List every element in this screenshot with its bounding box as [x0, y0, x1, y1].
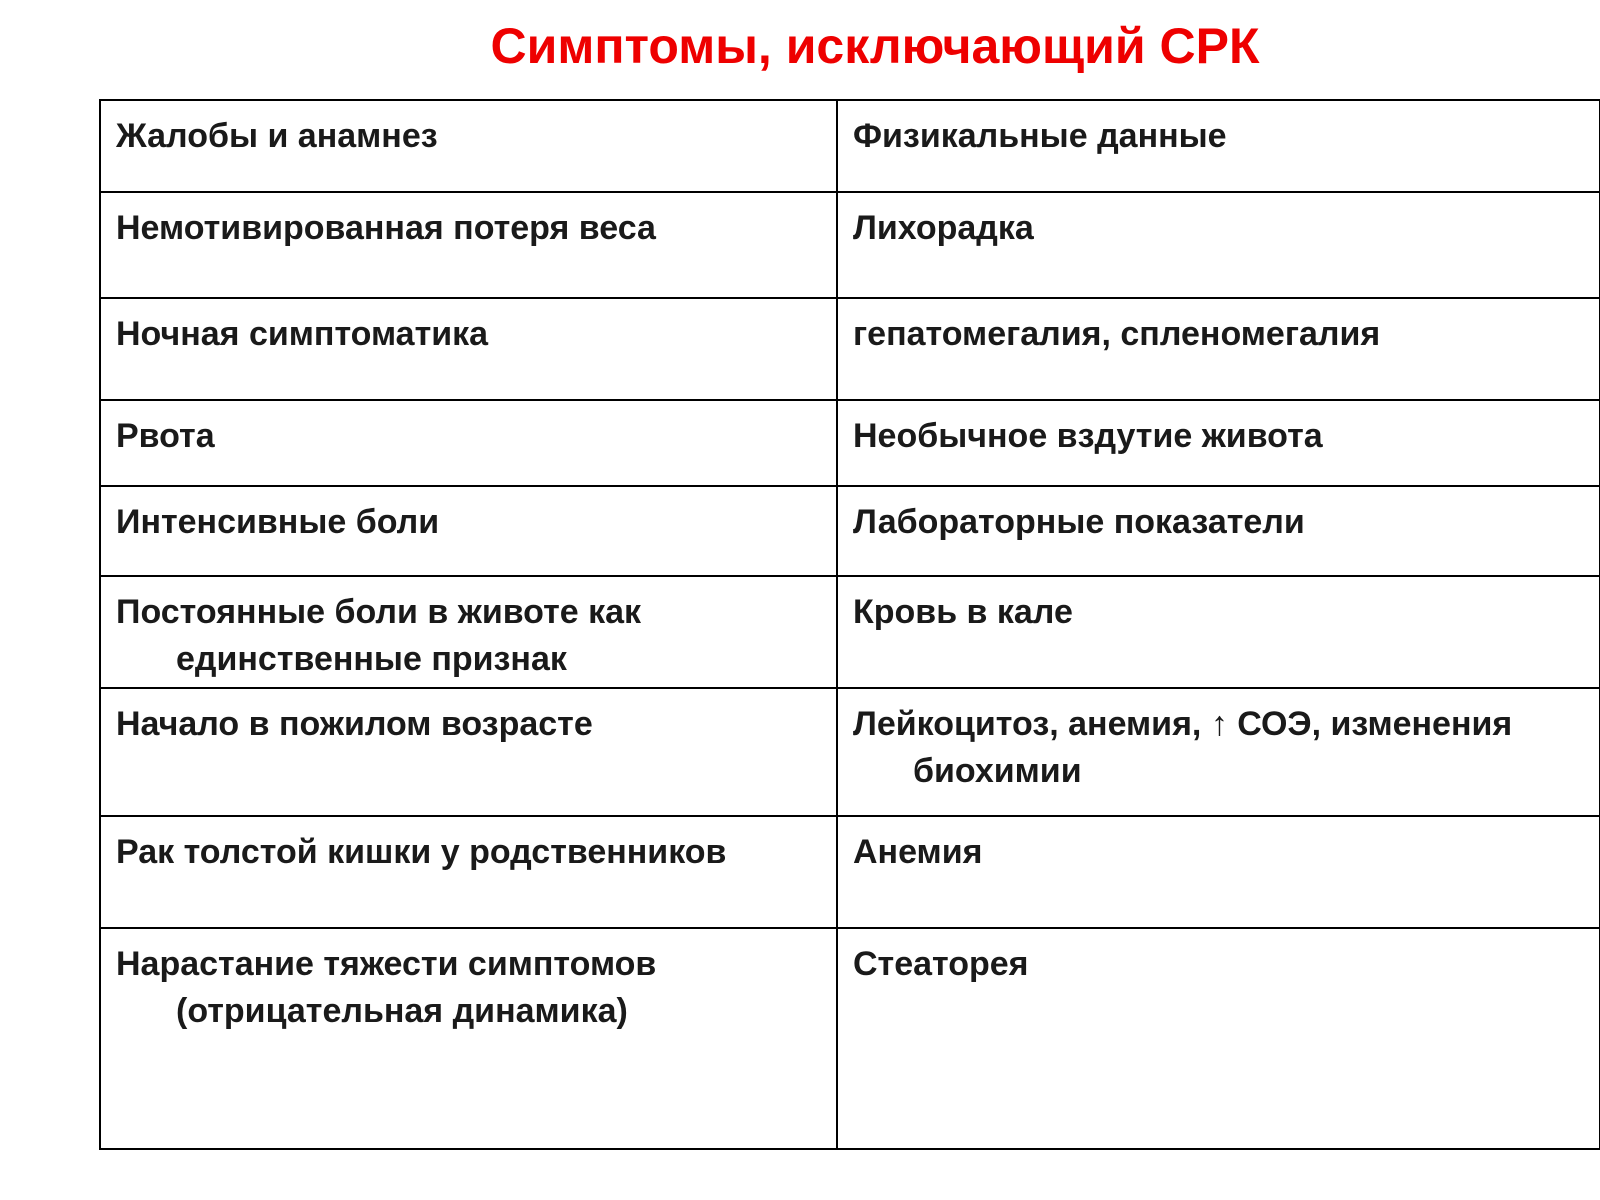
- cell-text: Рвота: [116, 417, 215, 455]
- cell-text: Лейкоцитоз, анемия, ↑ СОЭ, изменения биохимии: [853, 705, 1513, 790]
- cell-text: Стеаторея: [853, 945, 1029, 983]
- table-row: [100, 400, 1600, 486]
- cell-text: Начало в пожилом возрасте: [116, 705, 593, 743]
- cell-text: Немотивированная потеря веса: [116, 209, 656, 247]
- table-row: [100, 928, 1600, 1149]
- table-cell-left: [100, 486, 837, 576]
- table-cell-left: [100, 400, 837, 486]
- table-cell-right: [837, 688, 1600, 816]
- table-row: [100, 298, 1600, 400]
- cell-text: Постоянные боли в животе как единственные признак: [116, 593, 642, 678]
- table-cell-left: [100, 688, 837, 816]
- cell-text: Рак толстой кишки у родственников: [116, 833, 727, 871]
- cell-text: Анемия: [853, 833, 983, 871]
- cell-text: Ночная симптоматика: [116, 315, 489, 353]
- table-row: [100, 816, 1600, 928]
- table-cell-left: [100, 576, 837, 688]
- slide-title: Симптомы, исключающий СРК: [490, 18, 1260, 74]
- table-cell-right: [837, 192, 1600, 298]
- table-row: [100, 688, 1600, 816]
- cell-text: Жалобы и анамнез: [116, 117, 438, 155]
- cell-text: Необычное вздутие живота: [853, 417, 1323, 455]
- table-row: [100, 192, 1600, 298]
- cell-text: Нарастание тяжести симптомов (отрицательная динамика): [116, 945, 657, 1030]
- table-cell-right: [837, 400, 1600, 486]
- symptoms-table: [99, 99, 1600, 1150]
- table-cell-right: [837, 486, 1600, 576]
- table-cell-right: [837, 576, 1600, 688]
- table-cell-left: [100, 816, 837, 928]
- table-cell-left: [100, 192, 837, 298]
- header-cell-complaints: [100, 100, 837, 192]
- table-cell-right: [837, 928, 1600, 1149]
- header-cell-physical: [837, 100, 1600, 192]
- cell-text: Лихорадка: [853, 209, 1034, 247]
- cell-text: Кровь в кале: [853, 593, 1073, 631]
- table-header-row: [100, 100, 1600, 192]
- table-cell-right: [837, 816, 1600, 928]
- cell-text: гепатомегалия, спленомегалия: [853, 315, 1381, 353]
- cell-text: Интенсивные боли: [116, 503, 440, 541]
- cell-text: Лабораторные показатели: [853, 503, 1305, 541]
- table-cell-left: [100, 928, 837, 1149]
- table-cell-right: [837, 298, 1600, 400]
- table-row: [100, 576, 1600, 688]
- cell-text: Физикальные данные: [853, 117, 1227, 155]
- table-row: [100, 486, 1600, 576]
- table-cell-left: [100, 298, 837, 400]
